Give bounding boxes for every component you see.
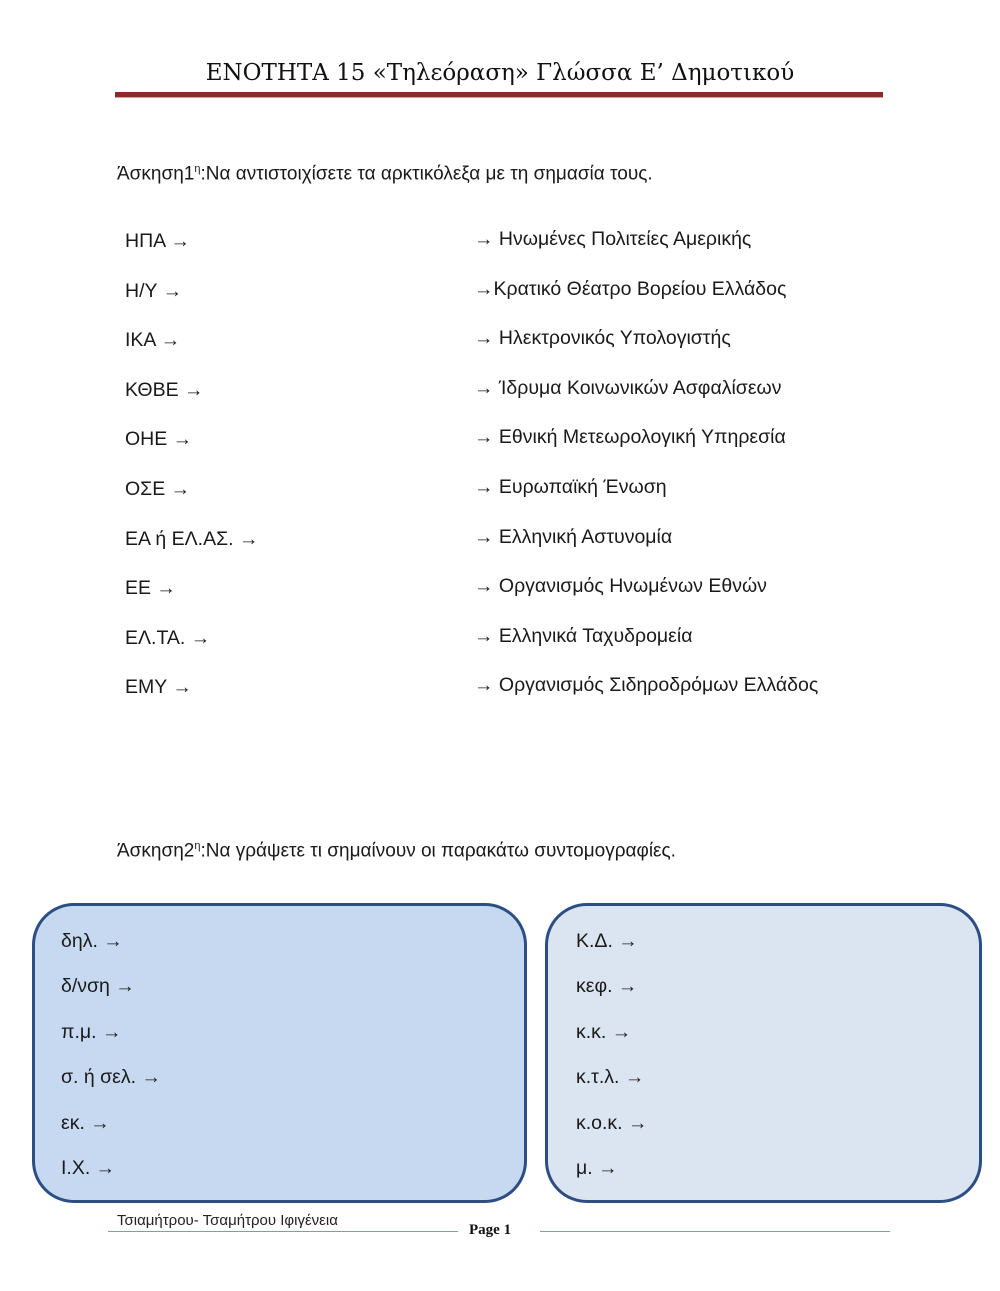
abbreviation-item: π.μ. →	[61, 1020, 122, 1043]
acronym-item: ΕΜΥ →	[125, 676, 192, 699]
footer-rule	[540, 1231, 890, 1232]
meaning-item: → Ελληνική Αστυνομία	[474, 525, 673, 548]
abbreviation-item: κ.τ.λ. →	[576, 1066, 645, 1089]
acronym-item: ΕΑ ή ΕΛ.ΑΣ. →	[125, 527, 259, 550]
abbreviation-item: Ι.Χ. →	[61, 1156, 116, 1179]
meaning-item: → Οργανισμός Ηνωμένων Εθνών	[474, 575, 767, 598]
meaning-item: →Κρατικό Θέατρο Βορείου Ελλάδος	[474, 277, 787, 300]
acronym-item: ΚΘΒΕ →	[125, 378, 204, 401]
abbreviation-item: μ. →	[576, 1156, 618, 1179]
meaning-item: → Ηνωμένες Πολιτείες Αμερικής	[474, 228, 752, 250]
exercise2-title	[117, 840, 676, 862]
acronym-item: ΕΛ.ΤΑ. →	[125, 626, 211, 649]
abbreviation-item: εκ. →	[61, 1111, 110, 1134]
exercise2-title-prefix: Άσκηση2	[117, 840, 195, 862]
abbreviation-item: Κ.Δ. →	[576, 930, 638, 952]
abbreviation-item: σ. ή σελ. →	[61, 1066, 161, 1089]
exercise1-title-text: :Να αντιστοιχίσετε τα αρκτικόλεξα με τη σημασία τους.	[200, 163, 653, 185]
acronym-list	[125, 230, 425, 726]
meaning-list	[474, 228, 924, 724]
meaning-item: → Οργανισμός Σιδηροδρόμων Ελλάδος	[474, 674, 819, 697]
page-title: ΕΝΟΤΗΤΑ 15 «Τηλεόραση» Γλώσσα Ε’ Δημοτικού	[205, 60, 795, 86]
acronym-item: ΙΚΑ →	[125, 329, 181, 352]
exercise1-title	[117, 163, 653, 185]
exercise1-title-sup: η	[194, 163, 201, 175]
abbreviation-item: κ.ο.κ. →	[576, 1111, 648, 1134]
page-number: Page 1	[469, 1222, 512, 1238]
acronym-item: Η/Υ →	[125, 279, 183, 302]
acronym-item: ΟΗΕ →	[125, 428, 193, 451]
abbreviation-box-right	[545, 903, 982, 1203]
meaning-item: → Εθνική Μετεωρολογική Υπηρεσία	[474, 426, 786, 449]
abbreviation-item: κ.κ. →	[576, 1020, 632, 1043]
footer-author: Τσιαμήτρου- Τσαμήτρου Ιφιγένεια	[117, 1212, 338, 1229]
meaning-item: → Ελληνικά Ταχυδρομεία	[474, 624, 693, 647]
acronym-item: ΕΕ →	[125, 577, 176, 600]
exercise1-title-prefix: Άσκηση1	[117, 163, 195, 185]
meaning-item: → Ίδρυμα Κοινωνικών Ασφαλίσεων	[474, 376, 782, 399]
meaning-item: → Ευρωπαϊκή Ένωση	[474, 475, 667, 498]
meaning-item: → Ηλεκτρονικός Υπολογιστής	[474, 327, 731, 350]
exercise2-title-sup: η	[194, 840, 201, 852]
abbreviation-item: κεφ. →	[576, 975, 638, 998]
abbreviation-item: δ/νση →	[61, 975, 135, 998]
exercise2-title-text: :Να γράψετε τι σημαίνουν οι παρακάτω συντομογραφίες.	[200, 840, 676, 862]
abbreviation-box-left	[32, 903, 527, 1203]
abbreviation-item: δηλ. →	[61, 930, 123, 952]
acronym-item: ΟΣΕ →	[125, 477, 191, 500]
footer-rule	[108, 1231, 458, 1232]
acronym-item: ΗΠΑ →	[125, 230, 191, 252]
header-rule	[115, 92, 883, 98]
